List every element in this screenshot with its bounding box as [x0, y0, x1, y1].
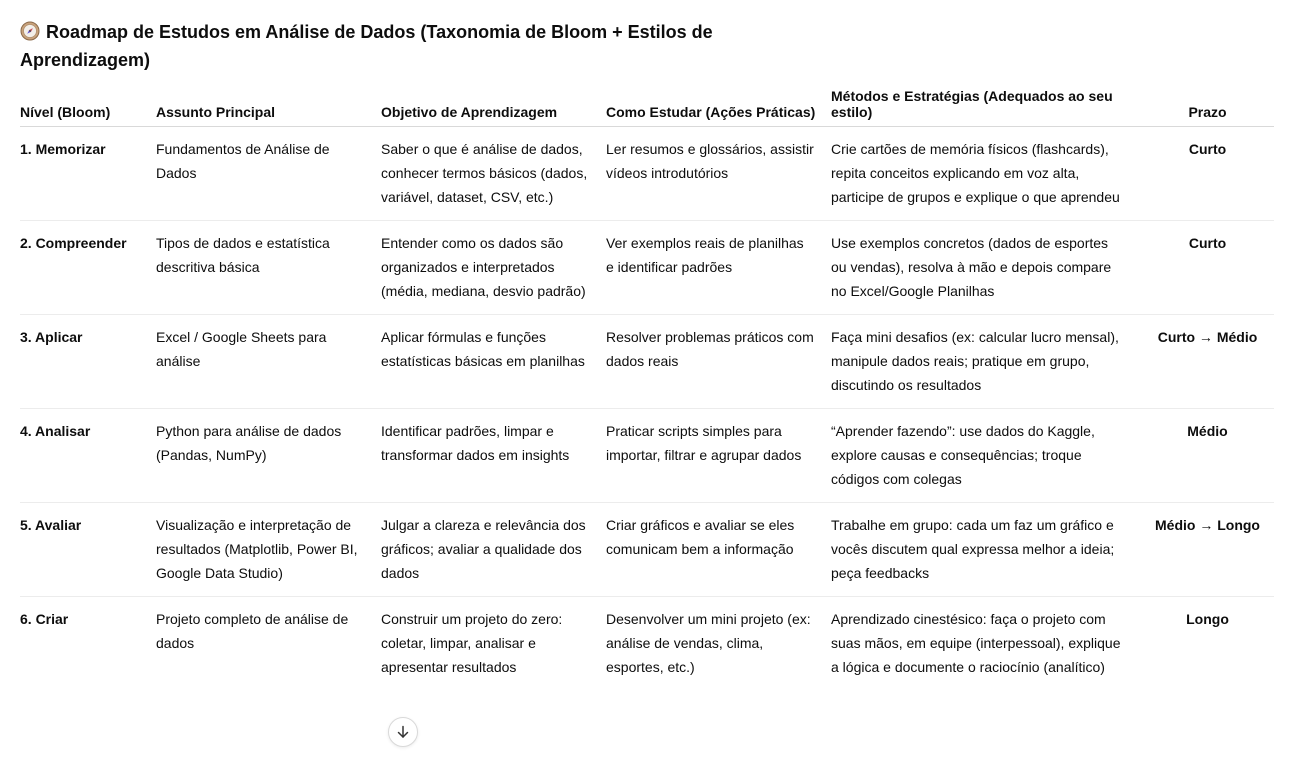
page-title — [20, 18, 720, 74]
cell-subject: Python para análise de dados (Pandas, NumPy) — [156, 408, 381, 502]
cell-how: Desenvolver um mini projeto (ex: análise de vendas, clima, esportes, etc.) — [606, 610, 811, 675]
cell-subject: Projeto completo de análise de dados — [156, 610, 349, 651]
cell-methods: Aprendizado cinestésico: faça o projeto com suas mãos, em equipe (interpessoal), explique a lógica e documente o raciocínio (analítico) — [831, 610, 1121, 675]
table-row — [20, 408, 1274, 502]
header-objective: Objetivo de Aprendizagem — [381, 86, 606, 126]
cell-methods: Use exemplos concretos (dados de esportes ou vendas), resolva à mão e depois compare no Excel/Google Planilhas — [831, 220, 1141, 314]
scroll-down-button[interactable] — [388, 717, 418, 747]
table-row — [20, 220, 1274, 314]
cell-deadline: Médio — [1141, 408, 1274, 502]
cell-methods: Faça mini desafios (ex: calcular lucro mensal), manipule dados reais; pratique em grupo, discutindo os resultados — [831, 314, 1141, 408]
cell-subject: Visualização e interpretação de resultados (Matplotlib, Power BI, Google Data Studio) — [156, 502, 381, 596]
cell-methods: “Aprender fazendo”: use dados do Kaggle, explore causas e consequências; troque códigos com colegas — [831, 408, 1141, 502]
cell-objective: Construir um projeto do zero: coletar, limpar, analisar e apresentar resultados — [381, 610, 563, 675]
cell-level: 3. Aplicar — [20, 314, 156, 408]
cell-how: Ver exemplos reais de planilhas e identificar padrões — [606, 220, 831, 314]
header-subject: Assunto Principal — [156, 86, 381, 126]
cell-level: 6. Criar — [20, 610, 69, 627]
cell-how: Criar gráficos e avaliar se eles comunicam bem a informação — [606, 502, 831, 596]
cell-level: 5. Avaliar — [20, 502, 156, 596]
cell-how: Resolver problemas práticos com dados reais — [606, 314, 831, 408]
table-row — [20, 314, 1274, 408]
header-methods: Métodos e Estratégias (Adequados ao seu estilo) — [831, 86, 1141, 126]
cell-how: Ler resumos e glossários, assistir vídeos introdutórios — [606, 126, 831, 220]
cell-objective: Aplicar fórmulas e funções estatísticas básicas em planilhas — [381, 314, 606, 408]
cell-deadline: Curto — [1141, 126, 1274, 220]
cell-level: 1. Memorizar — [20, 126, 156, 220]
cell-deadline: Médio → Longo — [1141, 502, 1274, 596]
cell-level: 2. Compreender — [20, 220, 156, 314]
compass-icon — [20, 21, 40, 41]
table-row — [20, 502, 1274, 596]
cell-level: 4. Analisar — [20, 408, 156, 502]
cell-subject: Fundamentos de Análise de Dados — [156, 126, 381, 220]
cell-objective: Saber o que é análise de dados, conhecer termos básicos (dados, variável, dataset, CSV, etc.) — [381, 126, 606, 220]
header-deadline: Prazo — [1141, 86, 1274, 126]
header-how: Como Estudar (Ações Práticas) — [606, 86, 831, 126]
table-header-row — [20, 86, 1274, 126]
header-level: Nível (Bloom) — [20, 86, 156, 126]
cell-methods: Trabalhe em grupo: cada um faz um gráfico e vocês discutem qual expressa melhor a ideia; peça feedbacks — [831, 502, 1141, 596]
table-row — [20, 126, 1274, 220]
page-title-text: Roadmap de Estudos em Análise de Dados (Taxonomia de Bloom + Estilos de Aprendizagem) — [20, 22, 713, 70]
cell-how: Praticar scripts simples para importar, filtrar e agrupar dados — [606, 408, 831, 502]
arrow-down-icon — [395, 724, 411, 740]
message-content — [20, 18, 1274, 690]
cell-objective: Julgar a clareza e relevância dos gráficos; avaliar a qualidade dos dados — [381, 502, 606, 596]
cell-deadline: Longo — [1186, 610, 1229, 627]
cell-methods: Crie cartões de memória físicos (flashcards), repita conceitos explicando em voz alta, participe de grupos e explique o que aprendeu — [831, 126, 1141, 220]
cell-subject: Excel / Google Sheets para análise — [156, 314, 381, 408]
roadmap-table — [20, 86, 1274, 690]
cell-subject: Tipos de dados e estatística descritiva básica — [156, 220, 381, 314]
cell-deadline: Curto — [1141, 220, 1274, 314]
cell-deadline: Curto → Médio — [1141, 314, 1274, 408]
cell-objective: Entender como os dados são organizados e interpretados (média, mediana, desvio padrão) — [381, 220, 606, 314]
table-row — [20, 596, 1274, 690]
cell-objective: Identificar padrões, limpar e transformar dados em insights — [381, 408, 606, 502]
